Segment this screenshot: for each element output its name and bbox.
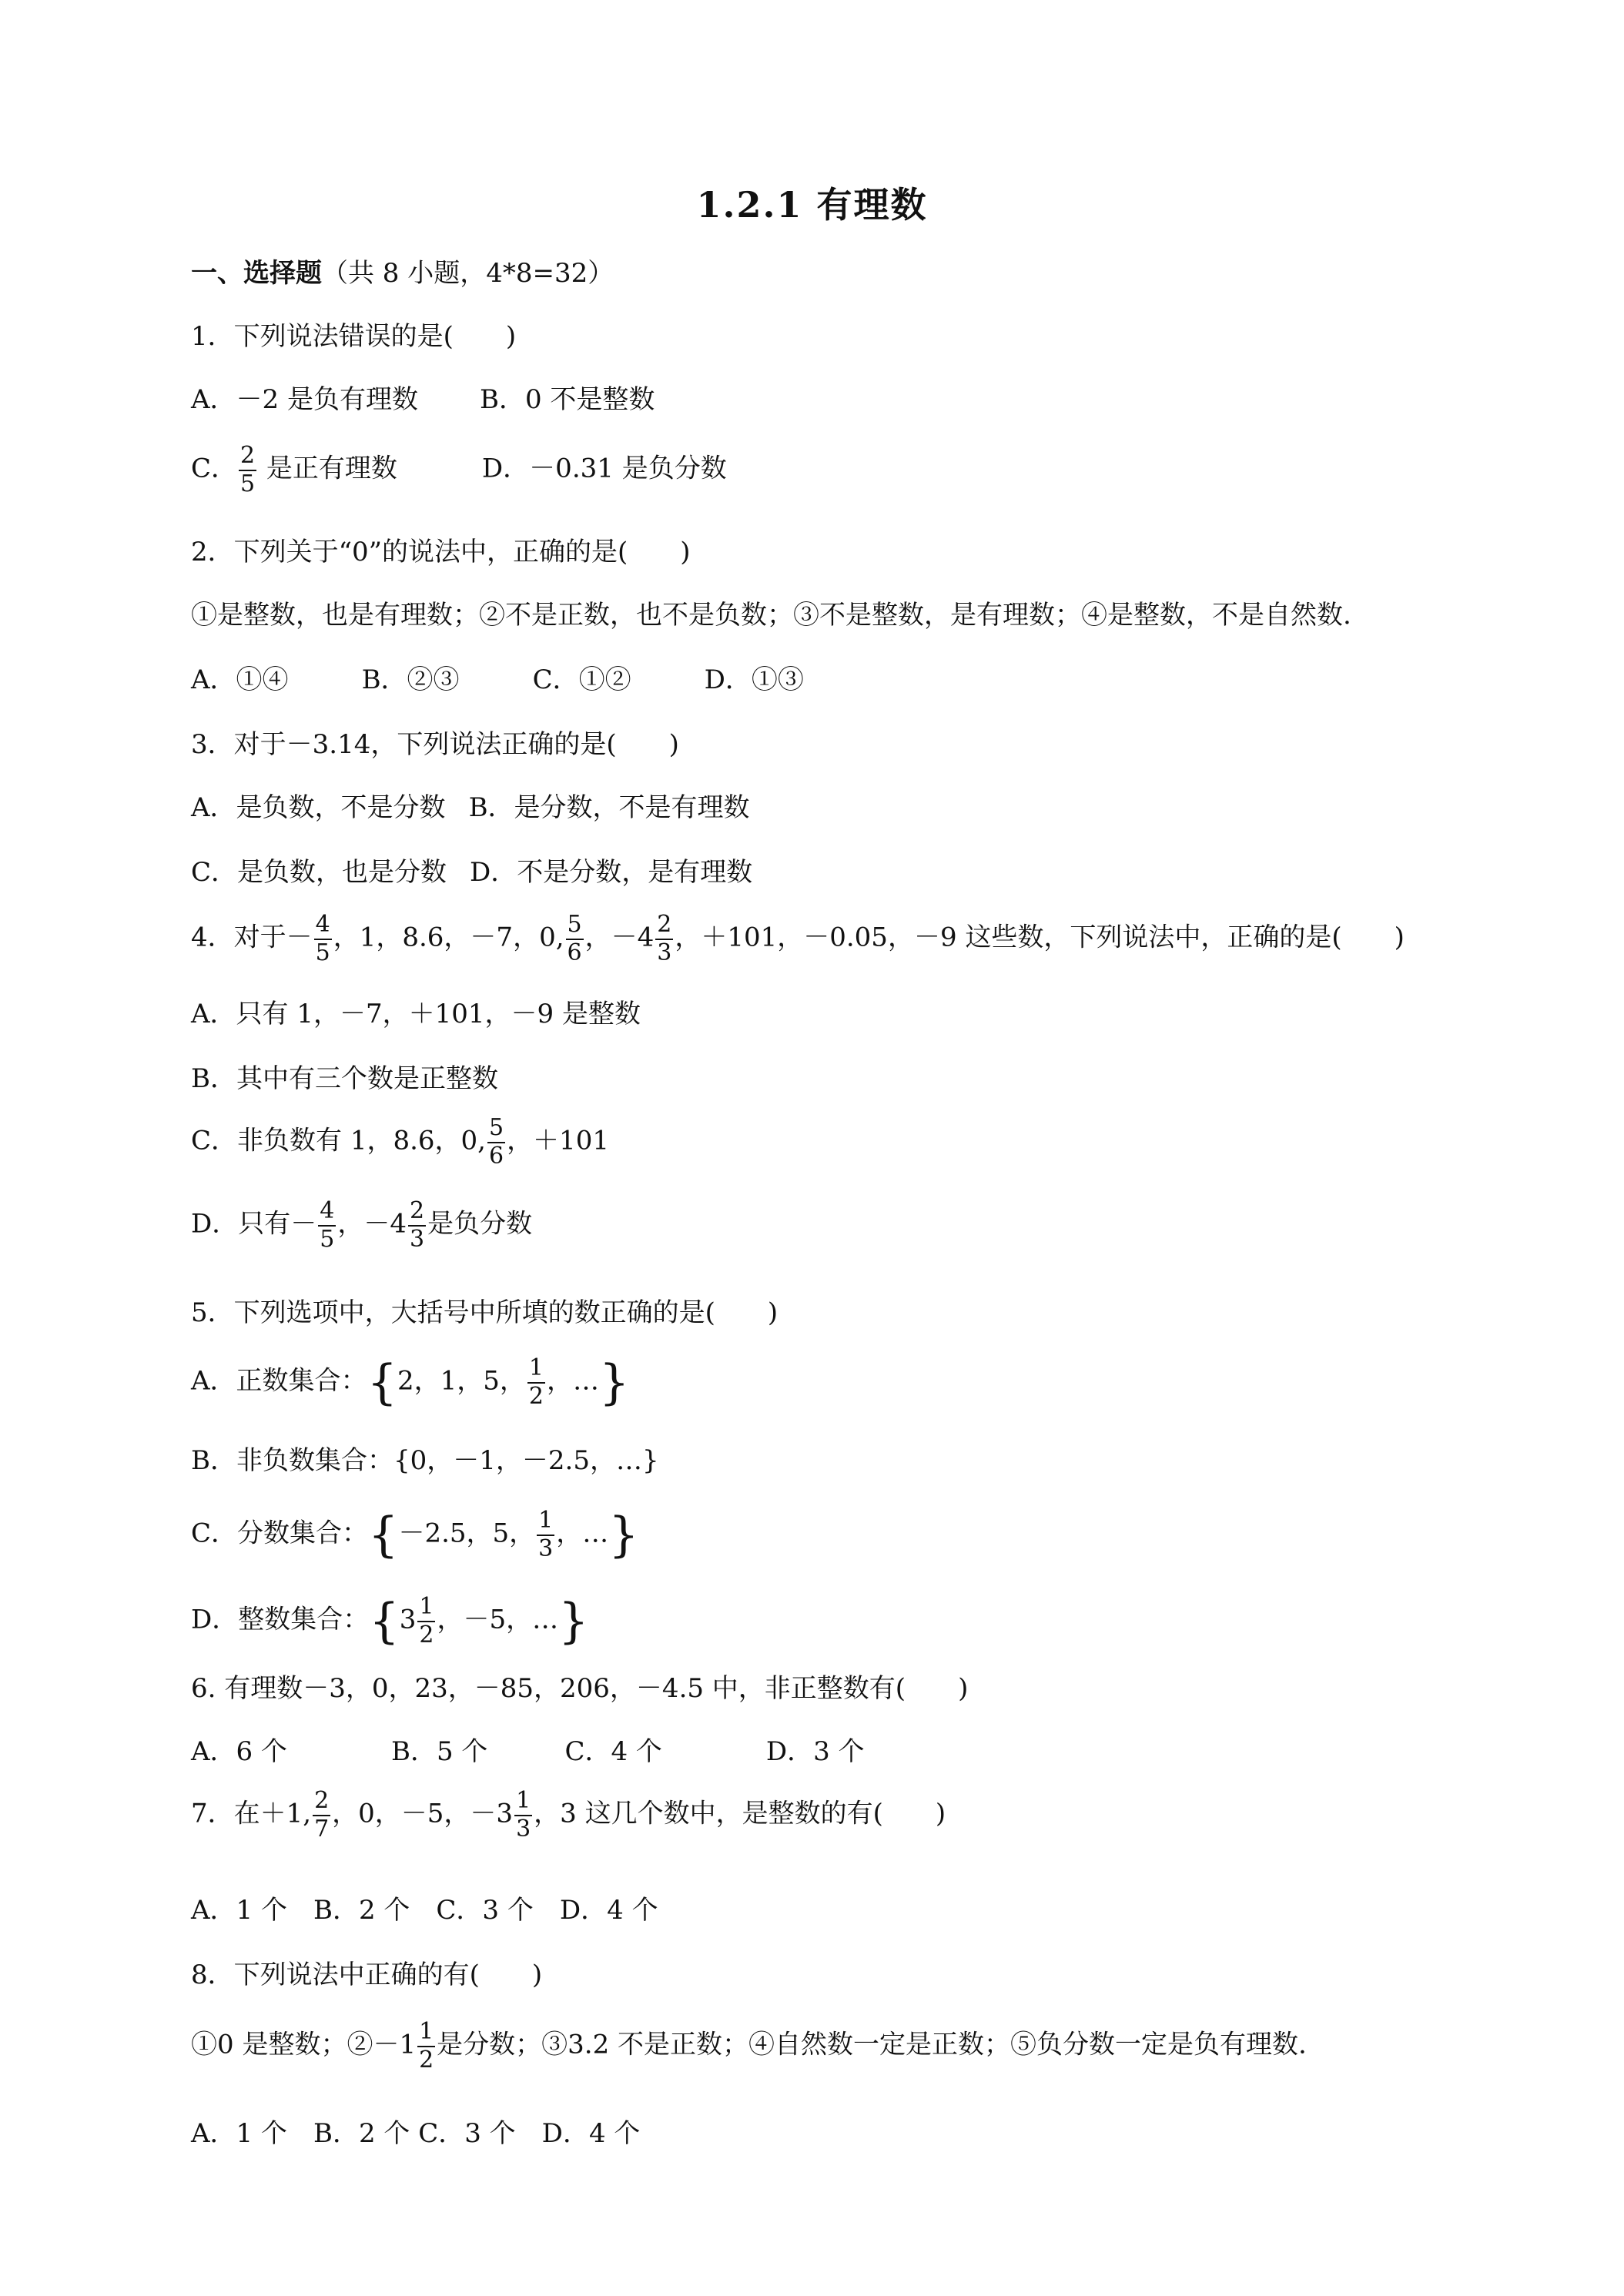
q8-statements	[191, 2019, 1307, 2073]
numerator: 1	[527, 1355, 545, 1384]
q4-stem-text: ，－4	[584, 922, 655, 953]
fraction	[566, 912, 584, 966]
q2-option-c: C．①②	[532, 664, 631, 695]
q2-stem: 2．下列关于“0”的说法中，正确的是( )	[191, 537, 691, 567]
q4-option-d-text: 是负分数	[427, 1208, 533, 1240]
numerator: 2	[408, 1198, 426, 1227]
q5-option-d	[191, 1594, 589, 1648]
numerator: 2	[313, 1788, 330, 1816]
q5-option-a-label: A．正数集合：	[191, 1365, 367, 1397]
denominator: 5	[240, 470, 256, 497]
q4-option-d-text: ，－4	[337, 1208, 407, 1240]
brace-close: }	[558, 1592, 589, 1649]
q4-option-c-text: ，＋101	[507, 1125, 609, 1156]
fraction	[655, 912, 673, 966]
denominator: 3	[657, 939, 672, 966]
q6-option-a: A．6 个	[191, 1736, 287, 1767]
fraction	[527, 1355, 545, 1410]
q1-option-c-label: C．	[191, 453, 238, 484]
numerator: 5	[566, 912, 584, 940]
fraction	[318, 1198, 336, 1253]
numerator: 1	[537, 1508, 554, 1536]
fraction	[514, 1788, 532, 1842]
numerator: 1	[417, 2019, 435, 2047]
set-items: ，…	[547, 1365, 600, 1397]
brace-open: {	[367, 1354, 398, 1411]
q3-option-d: D．不是分数，是有理数	[470, 857, 753, 888]
q6-option-d: D．3 个	[765, 1736, 865, 1767]
set-items: 2，1，5，	[397, 1365, 526, 1397]
numerator: 2	[655, 912, 673, 940]
denominator: 2	[528, 1382, 544, 1410]
q2-statements: ①是整数，也是有理数；②不是正数，也不是负数；③不是整数，是有理数；④是整数，不是自然数.	[191, 600, 1351, 631]
q1-option-b: B．0 不是整数	[480, 384, 655, 415]
q6-option-c: C．4 个	[564, 1736, 662, 1767]
q2-options	[191, 664, 804, 695]
q8-stem: 8．下列说法中正确的有( )	[191, 1960, 543, 1990]
q4-stem-text: 4．对于－	[191, 922, 313, 953]
q1-option-d: D．－0.31 是负分数	[481, 453, 727, 484]
mixed-whole: 3	[399, 1604, 417, 1635]
q4-option-d	[191, 1198, 532, 1253]
q2-option-d: D．①③	[704, 664, 804, 695]
q5-option-d-label: D．整数集合：	[191, 1604, 370, 1635]
q6-stem: 6. 有理数－3，0，23，－85，206，－4.5 中，非正整数有( )	[191, 1673, 969, 1704]
denominator: 3	[538, 1535, 554, 1562]
q7-stem-text: ，3 这几个数中，是整数的有( )	[534, 1798, 946, 1829]
brace-open: {	[368, 1506, 399, 1563]
q6-option-b: B．5 个	[391, 1736, 488, 1767]
brace-close: }	[608, 1506, 639, 1563]
q3-options-cd	[191, 857, 753, 888]
section-heading	[191, 258, 614, 289]
q4-stem	[191, 912, 1405, 966]
q2-option-b: B．②③	[361, 664, 460, 695]
numerator: 4	[318, 1198, 336, 1227]
q1-options-ab	[191, 384, 655, 415]
page-title: 1.2.1 有理数	[696, 184, 928, 226]
q5-option-a	[191, 1355, 629, 1410]
fraction	[313, 1788, 330, 1842]
q5-option-c-label: C．分数集合：	[191, 1518, 369, 1549]
fraction	[537, 1508, 554, 1562]
fraction	[314, 912, 332, 966]
q7-stem-text: 7．在＋1,	[191, 1798, 312, 1829]
q7-stem-text: ，0，－5，－3	[332, 1798, 514, 1829]
numerator: 5	[487, 1115, 505, 1143]
q4-option-b: B．其中有三个数是正整数	[191, 1063, 498, 1094]
q5-stem: 5．下列选项中，大括号中所填的数正确的是( )	[191, 1297, 779, 1328]
denominator: 6	[488, 1142, 504, 1170]
set-items: －2.5，5，	[398, 1518, 536, 1549]
q5-option-b: B．非负数集合：{0，－1，－2.5，…}	[191, 1445, 659, 1476]
denominator: 5	[320, 1225, 335, 1253]
q4-option-c-text: C．非负数有 1，8.6，0,	[191, 1125, 486, 1156]
fraction	[417, 1594, 435, 1648]
numerator: 1	[417, 1594, 435, 1622]
q4-stem-text: ，1，8.6，－7，0,	[333, 922, 564, 953]
set-items: ，－5，…	[437, 1604, 559, 1635]
q1-stem: 1．下列说法错误的是( )	[191, 321, 517, 352]
denominator: 2	[419, 1621, 434, 1648]
q4-stem-text: ，＋101，－0.05，－9 这些数，下列说法中，正确的是( )	[675, 922, 1405, 953]
denominator: 3	[410, 1225, 425, 1253]
denominator: 3	[516, 1815, 531, 1842]
q1-option-a: A．－2 是负有理数	[191, 384, 418, 415]
q7-options: A．1 个 B．2 个 C．3 个 D．4 个	[191, 1895, 658, 1926]
q8-statement-text: 是分数；③3.2 不是正数；④自然数一定是正数；⑤负分数一定是负有理数.	[437, 2029, 1307, 2060]
q1-option-c-text: 是正有理数	[258, 453, 397, 484]
section-title: 一、选择题	[191, 258, 322, 289]
brace-open: {	[369, 1592, 400, 1649]
q3-options-ab	[191, 792, 750, 823]
numerator: 2	[239, 443, 256, 471]
set-items: ，…	[556, 1518, 609, 1549]
denominator: 2	[419, 2046, 434, 2073]
q1-options-cd	[191, 443, 727, 497]
fraction	[487, 1115, 505, 1170]
numerator: 4	[314, 912, 332, 940]
q7-stem	[191, 1788, 946, 1842]
q5-option-c	[191, 1508, 639, 1562]
section-note: （共 8 小题，4*8=32）	[322, 258, 614, 289]
q4-option-d-text: D．只有－	[191, 1208, 317, 1240]
q6-options	[191, 1736, 865, 1767]
q8-options: A．1 个 B．2 个 C．3 个 D．4 个	[191, 2118, 641, 2149]
q3-option-a: A．是负数，不是分数	[191, 792, 446, 823]
denominator: 7	[314, 1815, 330, 1842]
fraction	[239, 443, 256, 497]
q3-option-c: C．是负数，也是分数	[191, 857, 447, 888]
q2-option-a: A．①④	[191, 664, 289, 695]
numerator: 1	[514, 1788, 532, 1816]
q4-option-c	[191, 1115, 609, 1170]
q3-stem: 3．对于－3.14，下列说法正确的是( )	[191, 729, 679, 760]
brace-close: }	[599, 1354, 630, 1411]
q3-option-b: B．是分数，不是有理数	[468, 792, 750, 823]
denominator: 5	[315, 939, 330, 966]
fraction	[408, 1198, 426, 1253]
q4-option-a: A．只有 1，－7，＋101，－9 是整数	[191, 999, 641, 1029]
fraction	[417, 2019, 435, 2073]
denominator: 6	[567, 939, 582, 966]
q8-statement-text: ①0 是整数；②－1	[191, 2029, 417, 2060]
